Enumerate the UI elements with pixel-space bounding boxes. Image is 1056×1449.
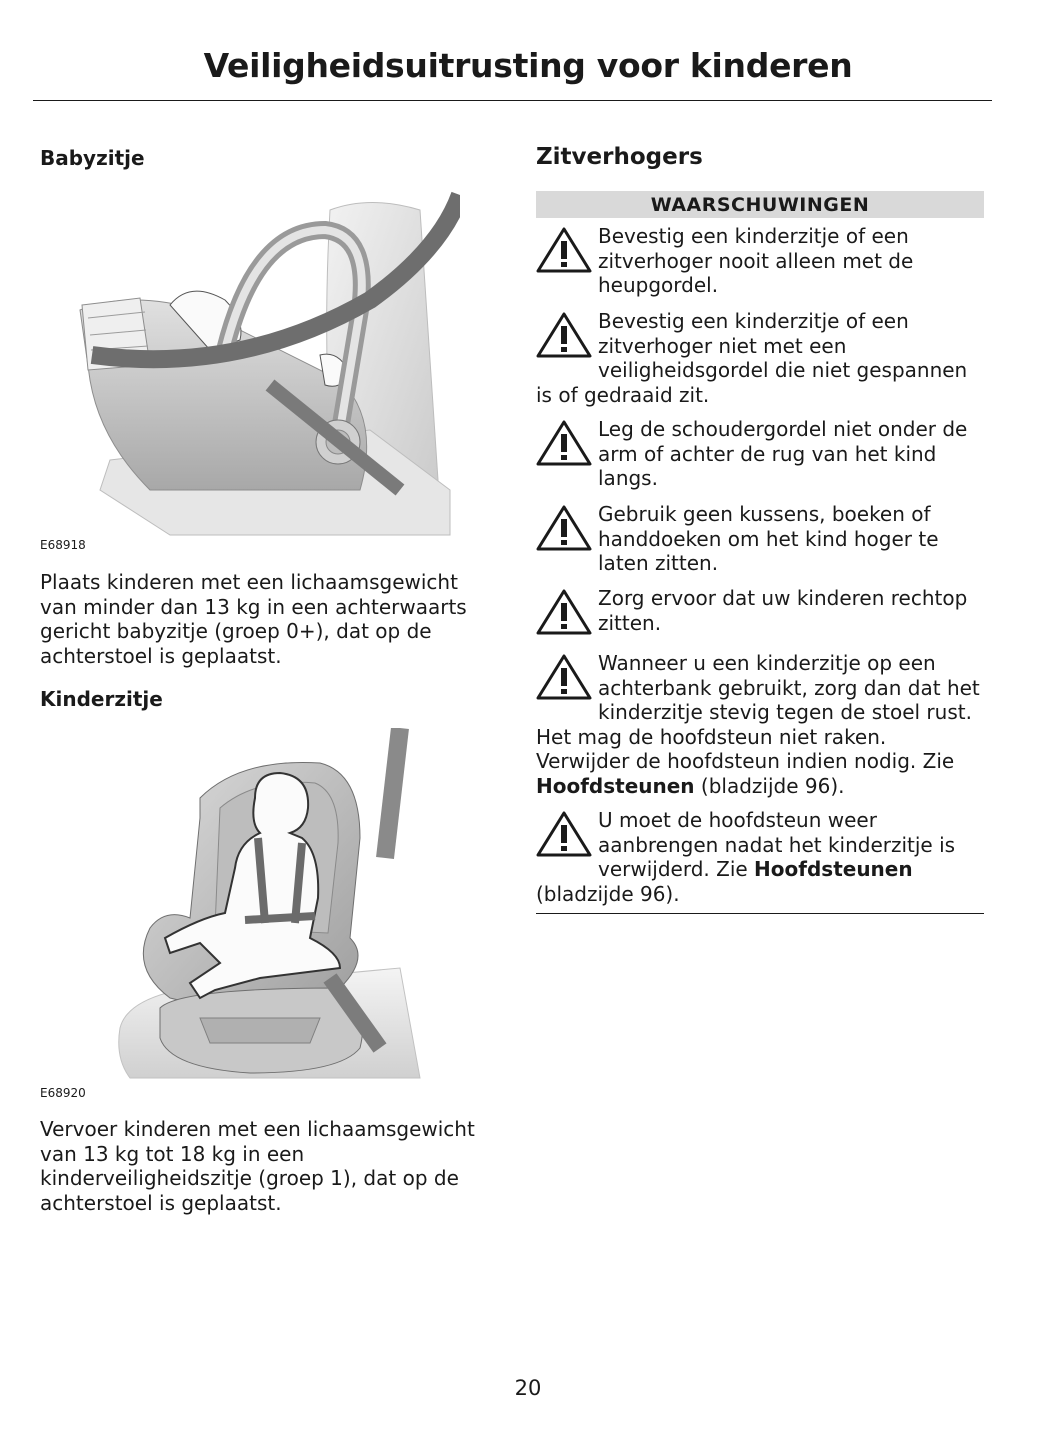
warning-item [536,502,984,576]
warning-text: Zorg ervoor dat uw kinderen rechtop zitten. [598,586,968,635]
warnings-end-rule [536,913,984,914]
section-heading-zitverhogers: Zitverhogers [536,144,703,170]
title-rule [33,100,992,101]
paragraph-kinderzitje: Vervoer kinderen met een lichaamsgewicht van 13 kg tot 18 kg in een kinderveiligheidszitje (groep 1), dat op de achterstoel is geplaatst. [40,1117,475,1215]
cross-reference-link[interactable]: Hoofdsteunen [754,857,913,881]
warning-triangle-icon [536,226,592,274]
warning-page-reference: (bladzijde 96). [694,773,845,798]
warning-item [536,651,984,798]
page-number: 20 [514,1376,542,1400]
warning-item [536,586,984,636]
warning-triangle-icon [536,653,592,701]
warning-triangle-icon [536,504,592,552]
warning-page-reference: (bladzijde 96). [536,881,680,906]
warning-item [536,417,984,491]
section-heading-babyzitje: Babyzitje [40,146,145,170]
warning-triangle-icon [536,810,592,858]
paragraph-babyzitje: Plaats kinderen met een lichaamsgewicht van minder dan 13 kg in een achterwaarts gericht babyzitje (groep 0+), dat op de achterstoel is geplaatst. [40,570,467,668]
warning-text: Bevestig een kinderzitje of een zitverhoger niet met een veiligheidsgordel die niet gespannen is of gedraaid zit. [536,309,968,407]
page-title: Veiligheidsuitrusting voor kinderen [203,46,853,85]
warning-triangle-icon [536,588,592,636]
figure-code-e68918: E68918 [40,538,86,552]
warning-text: Gebruik geen kussens, boeken of handdoeken om het kind hoger te laten zitten. [598,502,939,575]
warning-text: Leg de schoudergordel niet onder de arm of achter de rug van het kind langs. [598,417,968,490]
warning-item [536,309,984,407]
warning-text: Bevestig een kinderzitje of een zitverhoger nooit alleen met de heupgordel. [598,224,914,297]
warning-text: U moet de hoofdsteun weer aanbrengen nadat het kinderzitje is verwijderd. Zie [598,808,956,881]
warning-text: Wanneer u een kinderzitje op een achterbank gebruikt, zorg dan dat het kinderzitje stevig tegen de stoel rust. Het mag de hoofdsteun niet raken. Verwijder de hoofdsteun indien nodig. Zie [536,651,980,773]
baby-seat-illustration [40,190,460,540]
warning-item [536,224,984,298]
section-heading-kinderzitje: Kinderzitje [40,687,163,711]
warnings-header: WAARSCHUWINGEN [536,191,984,218]
figure-code-e68920: E68920 [40,1086,86,1100]
child-seat-illustration [40,728,460,1086]
warning-item [536,808,984,906]
warning-triangle-icon [536,419,592,467]
cross-reference-link[interactable]: Hoofdsteunen [536,773,695,798]
warning-triangle-icon [536,311,592,359]
